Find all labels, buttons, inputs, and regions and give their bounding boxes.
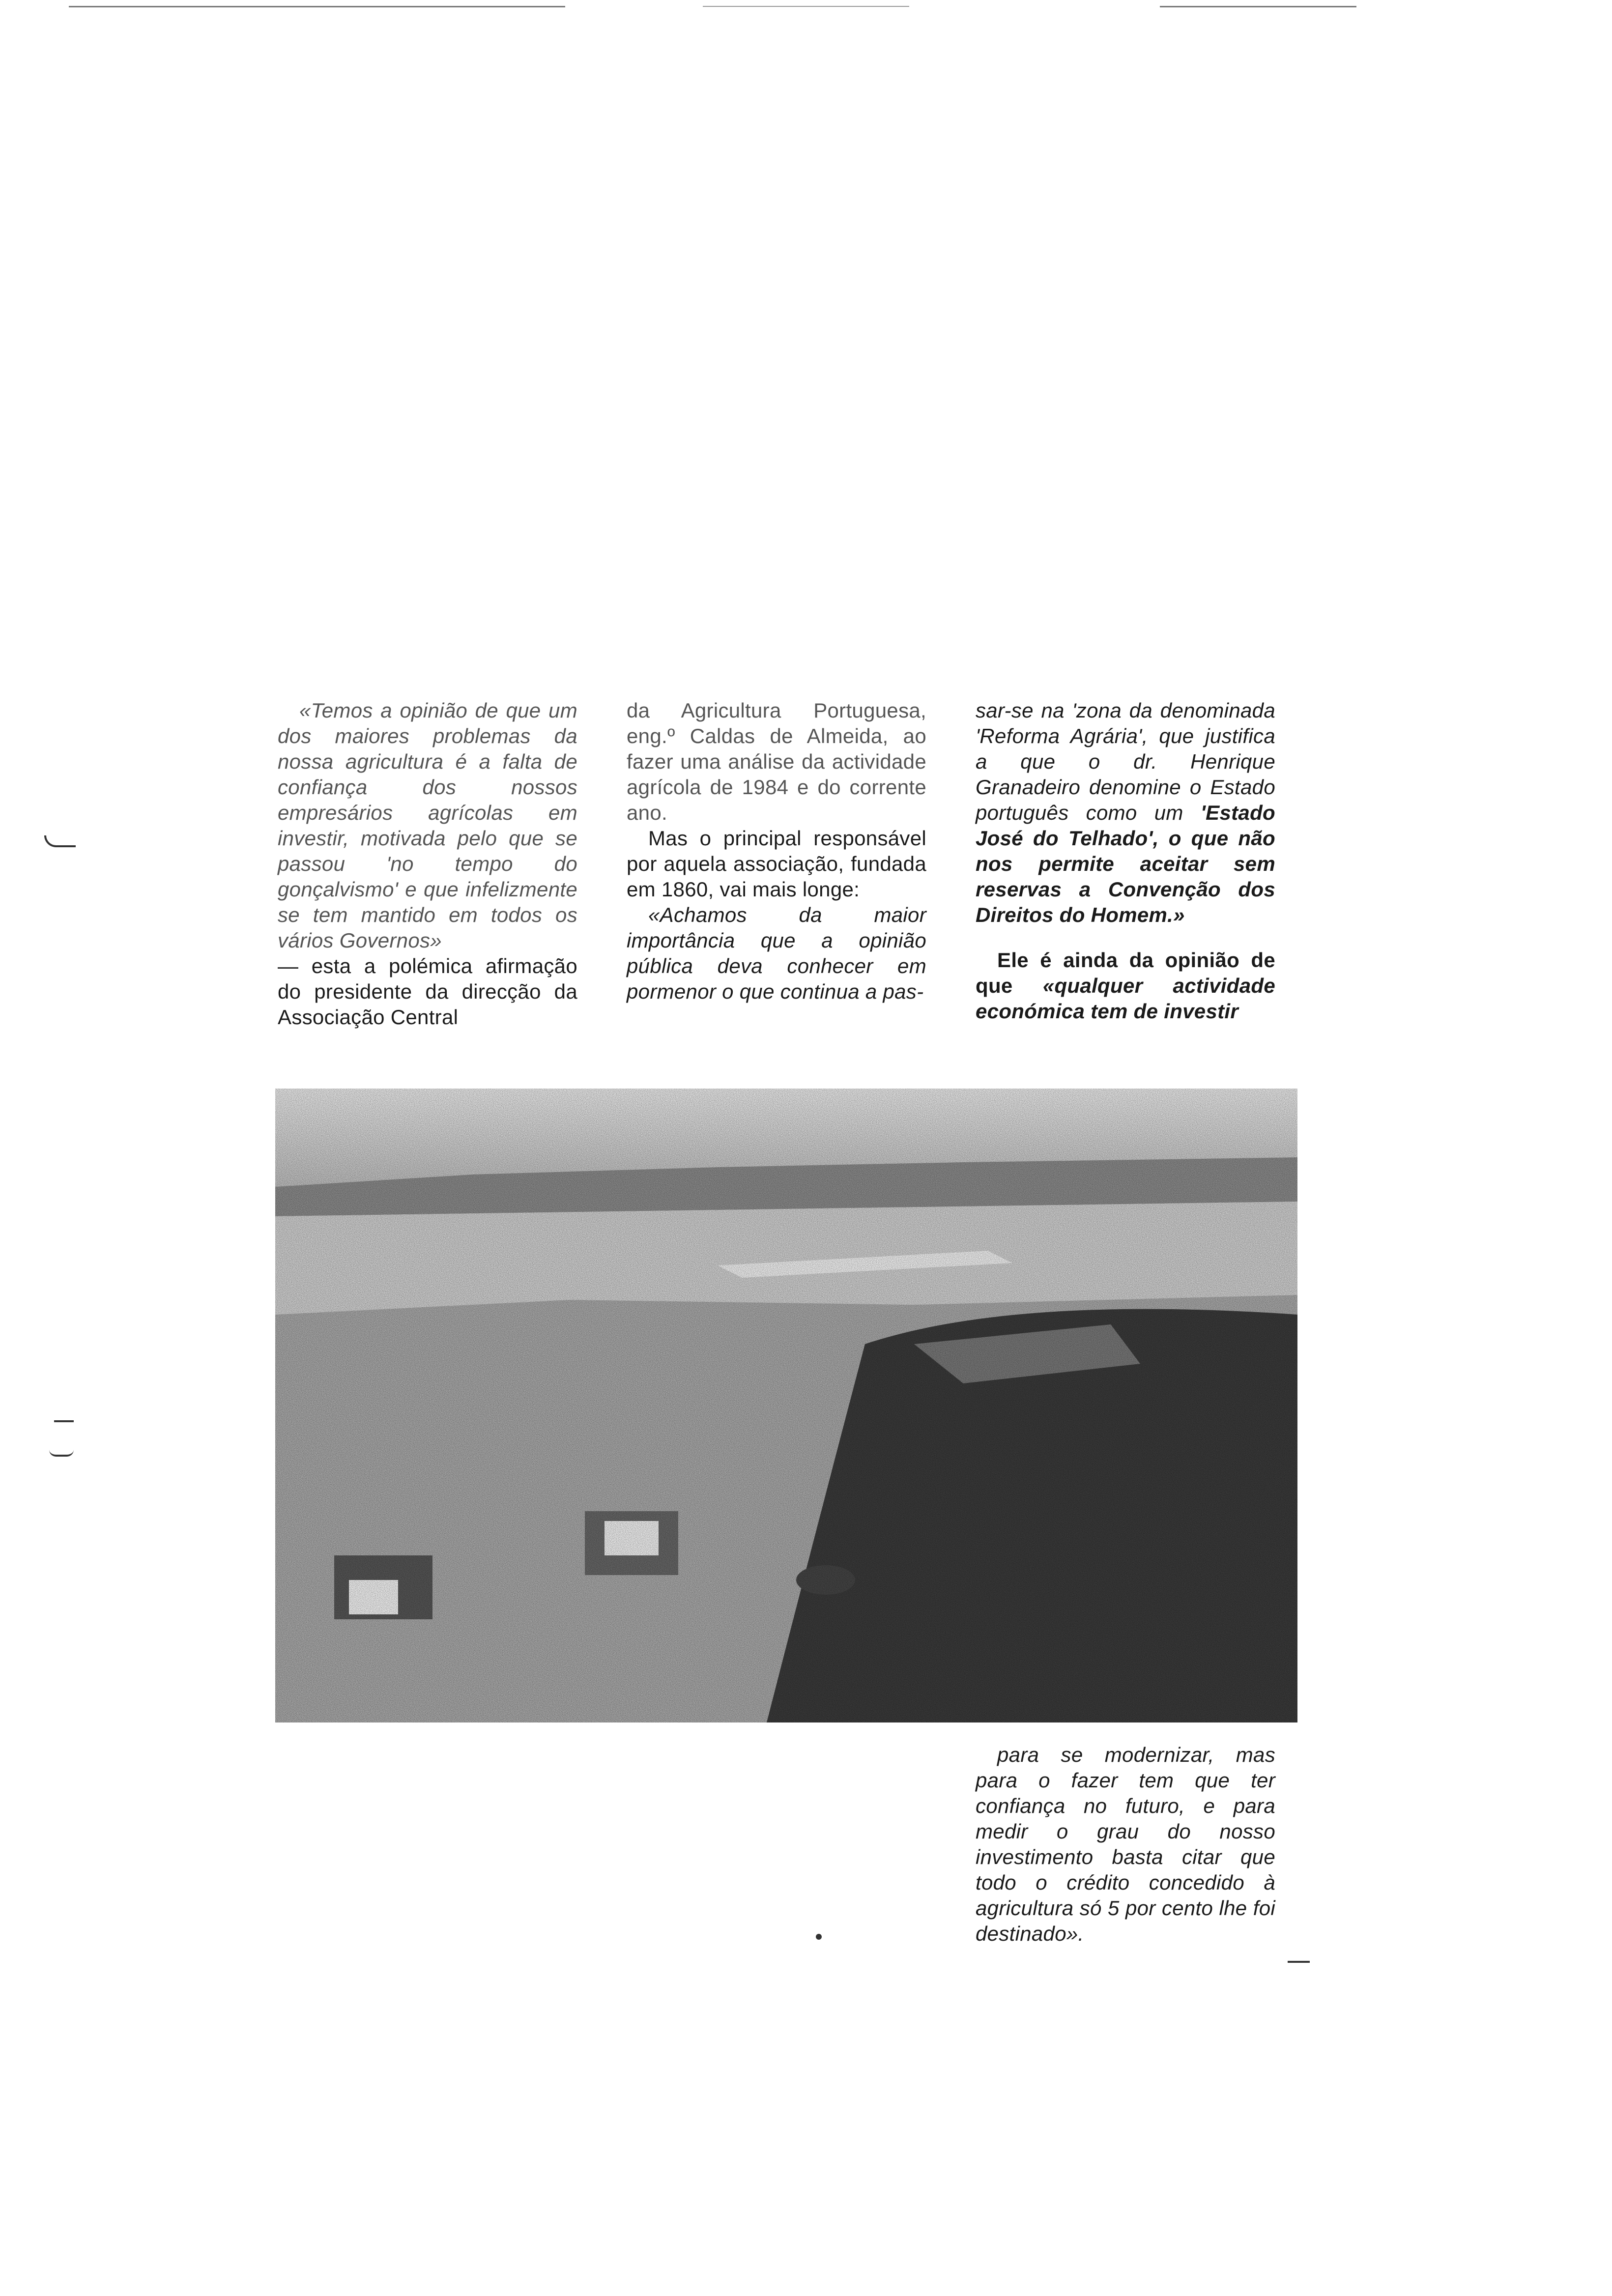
- scan-mark-left-3: [49, 1450, 74, 1457]
- column-3-paragraph-2: [976, 947, 1275, 1024]
- scan-mark-left-2: [54, 1420, 74, 1422]
- column-3-text-bold: 'Estado José do Telhado', o que não nos permite aceitar sem reservas a Convenção dos Direitos do Homem.»: [976, 801, 1275, 926]
- top-rule-right: [1160, 6, 1356, 7]
- article-column-2: [627, 698, 926, 1004]
- scan-mark-right: [1288, 1961, 1310, 1963]
- column-3-paragraph-1: [976, 698, 1275, 928]
- column-1-attribution: — esta a polémica afirmação do presidente da direcção da Associação Central: [278, 954, 577, 1029]
- top-rule-left: [69, 6, 565, 7]
- column-2-paragraph-1: da Agricultura Portuguesa, eng.º Caldas de Almeida, ao fazer uma análise da actividade agrícola de 1984 e do corrente ano.: [627, 699, 926, 824]
- scan-mark-left: [44, 835, 76, 847]
- article-column-1: [278, 698, 577, 1030]
- news-photo-flooded-field: [275, 1089, 1297, 1722]
- article-column-4: [976, 1742, 1275, 1947]
- column-1-quote: «Temos a opinião de que um dos maiores problemas da nossa agricultura é a falta de confiança dos nossos empresários agrícolas em investir, motivada pelo que se passou 'no tempo do gonçalvismo' e que infelizmente se tem mantido em todos os vários Governos»: [278, 699, 577, 952]
- article-column-3: [976, 698, 1275, 1024]
- column-4-paragraph: para se modernizar, mas para o fazer tem que ter confiança no futuro, e para medir o grau do nosso investimento basta citar que todo o crédito concedido à agricultura só 5 por cento lhe foi destinado».: [976, 1743, 1275, 1945]
- scan-dot: [816, 1934, 822, 1940]
- column-3-text-start: sar-se na 'zona da denominada 'Reforma Agrária', que justifica a que o dr. Henrique Granadeiro denomine o Estado português como um: [976, 699, 1275, 824]
- column-3-quote: «qualquer actividade económica tem de investir: [976, 974, 1275, 1023]
- column-3-lead: Ele é ainda da opinião de que: [976, 948, 1275, 997]
- column-2-paragraph-2: Mas o principal responsável por aquela associação, fundada em 1860, vai mais longe:: [627, 827, 926, 901]
- top-rule-middle: [703, 6, 909, 7]
- column-2-paragraph-3: «Achamos da maior importância que a opinião pública deva conhecer em pormenor o que continua a pas-: [627, 903, 926, 1003]
